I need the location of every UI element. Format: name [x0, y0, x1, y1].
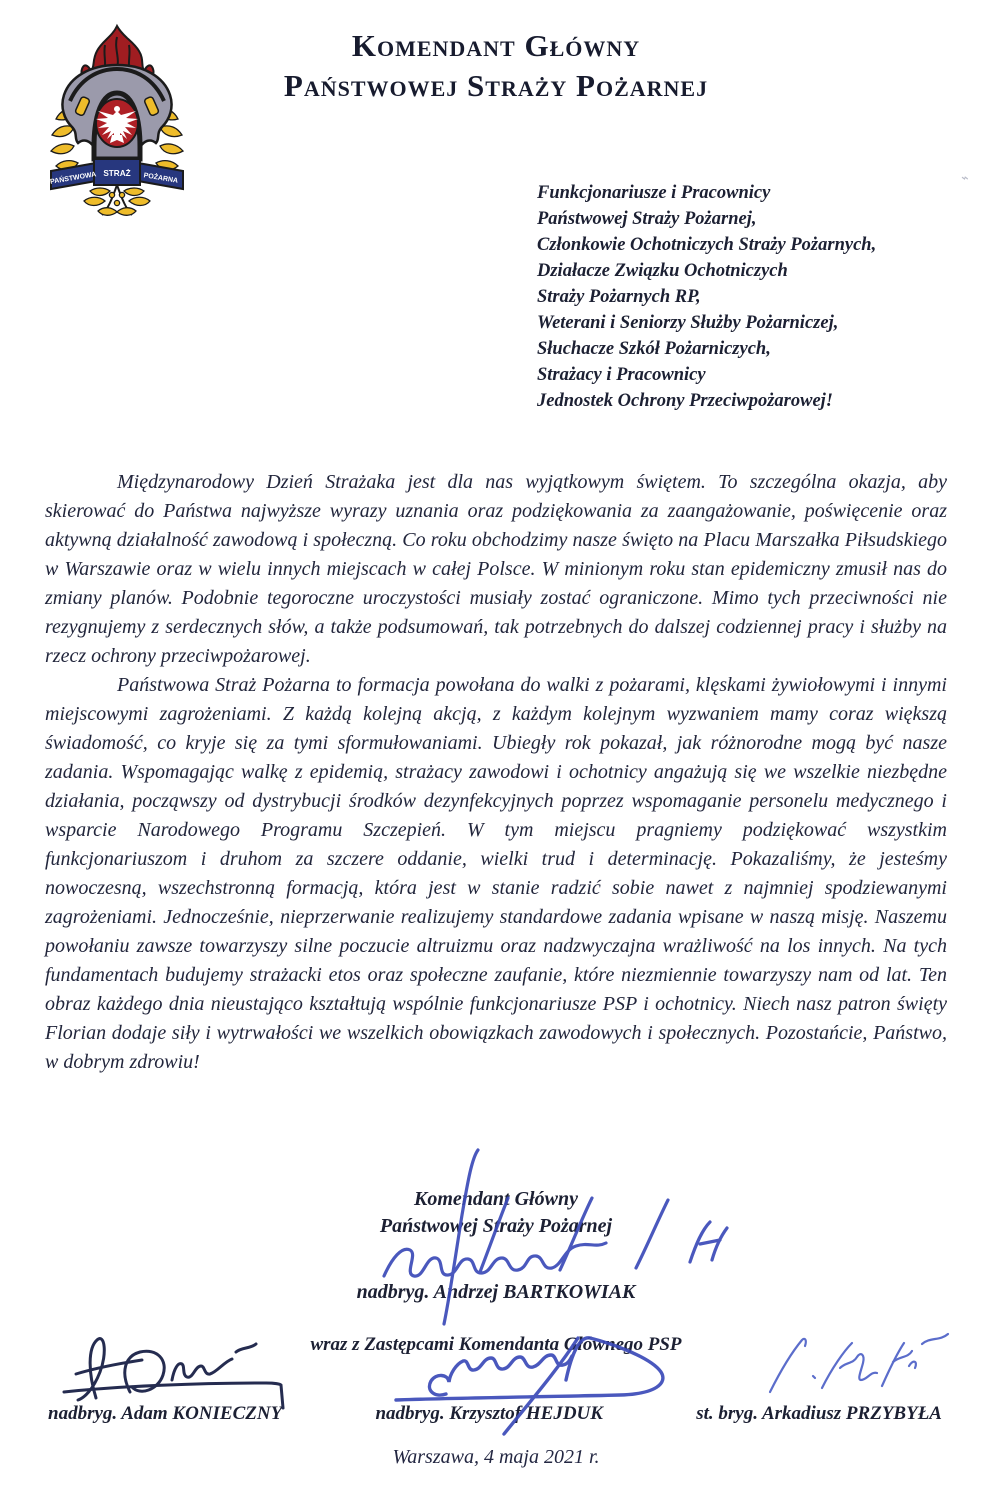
- closing-title-line2: Państwowej Straży Pożarnej: [379, 1215, 613, 1237]
- emblem-banner-right: POŻARNA: [143, 172, 179, 185]
- addressee-line: Straży Pożarnych RP,: [537, 287, 701, 307]
- addressee-line: Weterani i Seniorzy Służby Pożarniczej,: [537, 313, 839, 333]
- closing-title: [0, 1186, 992, 1240]
- addressee-line: Strażacy i Pracownicy: [537, 365, 706, 385]
- body-paragraph-1: Międzynarodowy Dzień Strażaka jest dla nas wyjątkowym świętem. To szczególna okazja, aby skierować do Państwa najwyższe wyrazy uznania oraz podziękowania za zaangażowanie, poświęcenie oraz aktywną działalność zawodową i społeczną. Co roku obchodzimy nasze święto na Placu Marszałka Piłsudskiego w Warszawie oraz w wielu innych miejscach w całej Polsce. W minionym roku stan epidemiczny zmusił nas do zmiany planów. Podobnie tegoroczne uroczystości musiały zostać ograniczone. Mimo tych przeciwności nie rezygnujemy z serdecznych słów, a także podsumowań, tak potrzebnych do dalszej codziennej pracy i służby na rzecz ochrony przeciwpożarowej.: [45, 471, 947, 667]
- body-paragraph-2: Państwowa Straż Pożarna to formacja powołana do walki z pożarami, klęskami żywiołowymi i innymi miejscowymi zagrożeniami. Z każdą kolejną akcją, z każdym kolejnym wyzwaniem mamy coraz większą świadomość, co kryje się za tymi sformułowaniami. Ubiegły rok pokazał, jak różnorodne mogą być nasze zadania. Wspomagając walkę z epidemią, strażacy zawodowi i ochotnicy angażują się we wszelkie niezbędne działania, począwszy od dystrybucji środków dezynfekcyjnych poprzez wspomaganie personelu medycznego i wsparcie Narodowego Programu Szczepień. W tym miejscu pragniemy podziękować wszystkim funkcjonariuszom i druhom za szczere oddanie, wielki trud i determinację. Pokazaliśmy, że jesteśmy nowoczesną, wszechstronną formacją, która jest w stanie radzić sobie nawet z najmniej spodziewanymi zagrożeniami. Jednocześnie, nieprzerwanie realizujemy standardowe zadania wpisane w naszą misję. Naszemu powołaniu zawsze towarzyszy silne poczucie altruizmu oraz nadzwyczajna wrażliwość na los innych. Na tych fundamentach budujemy strażacki etos oraz społeczne zaufanie, które niezmiennie towarzyszy nam od lat. Ten obraz każdego dnia nieustająco kształtują wspólnie funkcjonariusze PSP i ochotnicy. Niech nasz patron święty Florian dodaje siły i wytrwałości we wszelkich obowiązkach zawodowych i społecznych. Pozostańcie, Państwo, w dobrym zdrowiu!: [45, 674, 947, 1073]
- deputy-names-row: [0, 1403, 992, 1425]
- letterhead-title-line1: Komendant Główny: [351, 28, 641, 63]
- deputies-intro-line: wraz z Zastępcami Komendanta Głównego PSP: [310, 1334, 682, 1355]
- addressee-line: Słuchacze Szkół Pożarniczych,: [537, 339, 771, 359]
- emblem-bottom-spray-icon: [84, 185, 150, 215]
- addressee-line: Jednostek Ochrony Przeciwpożarowej!: [537, 391, 833, 411]
- deputy-name-konieczny: nadbryg. Adam KONIECZNY: [48, 1403, 283, 1424]
- emblem-eagle-icon: [96, 99, 138, 147]
- addressee-block: [537, 180, 876, 414]
- addressee-line: Państwowej Straży Pożarnej,: [537, 209, 757, 229]
- letterhead-title-line2: Państwowej Straży Pożarnej: [283, 68, 709, 103]
- letterhead-title: [0, 26, 992, 106]
- signer-name-bartkowiak: nadbryg. Andrzej BARTKOWIAK: [356, 1281, 636, 1303]
- addressee-line: Działacze Związku Ochotniczych: [537, 261, 788, 281]
- deputy-name-hejduk: nadbryg. Krzysztof HEJDUK: [375, 1403, 603, 1424]
- addressee-line: Funkcjonariusze i Pracownicy: [537, 183, 771, 203]
- deputy-name-przybyla: st. bryg. Arkadiusz PRZYBYŁA: [696, 1403, 942, 1424]
- scan-artifact: ⌁: [960, 170, 968, 185]
- closing-title-line1: Komendant Główny: [414, 1188, 578, 1210]
- addressee-line: Członkowie Ochotniczych Straży Pożarnych,: [537, 235, 877, 255]
- place-date-line: Warszawa, 4 maja 2021 r.: [392, 1446, 600, 1468]
- letter-body: [45, 468, 947, 1077]
- emblem-banner-left: PAŃSTWOWA: [50, 171, 97, 186]
- emblem-banner-center: STRAŻ: [103, 169, 131, 178]
